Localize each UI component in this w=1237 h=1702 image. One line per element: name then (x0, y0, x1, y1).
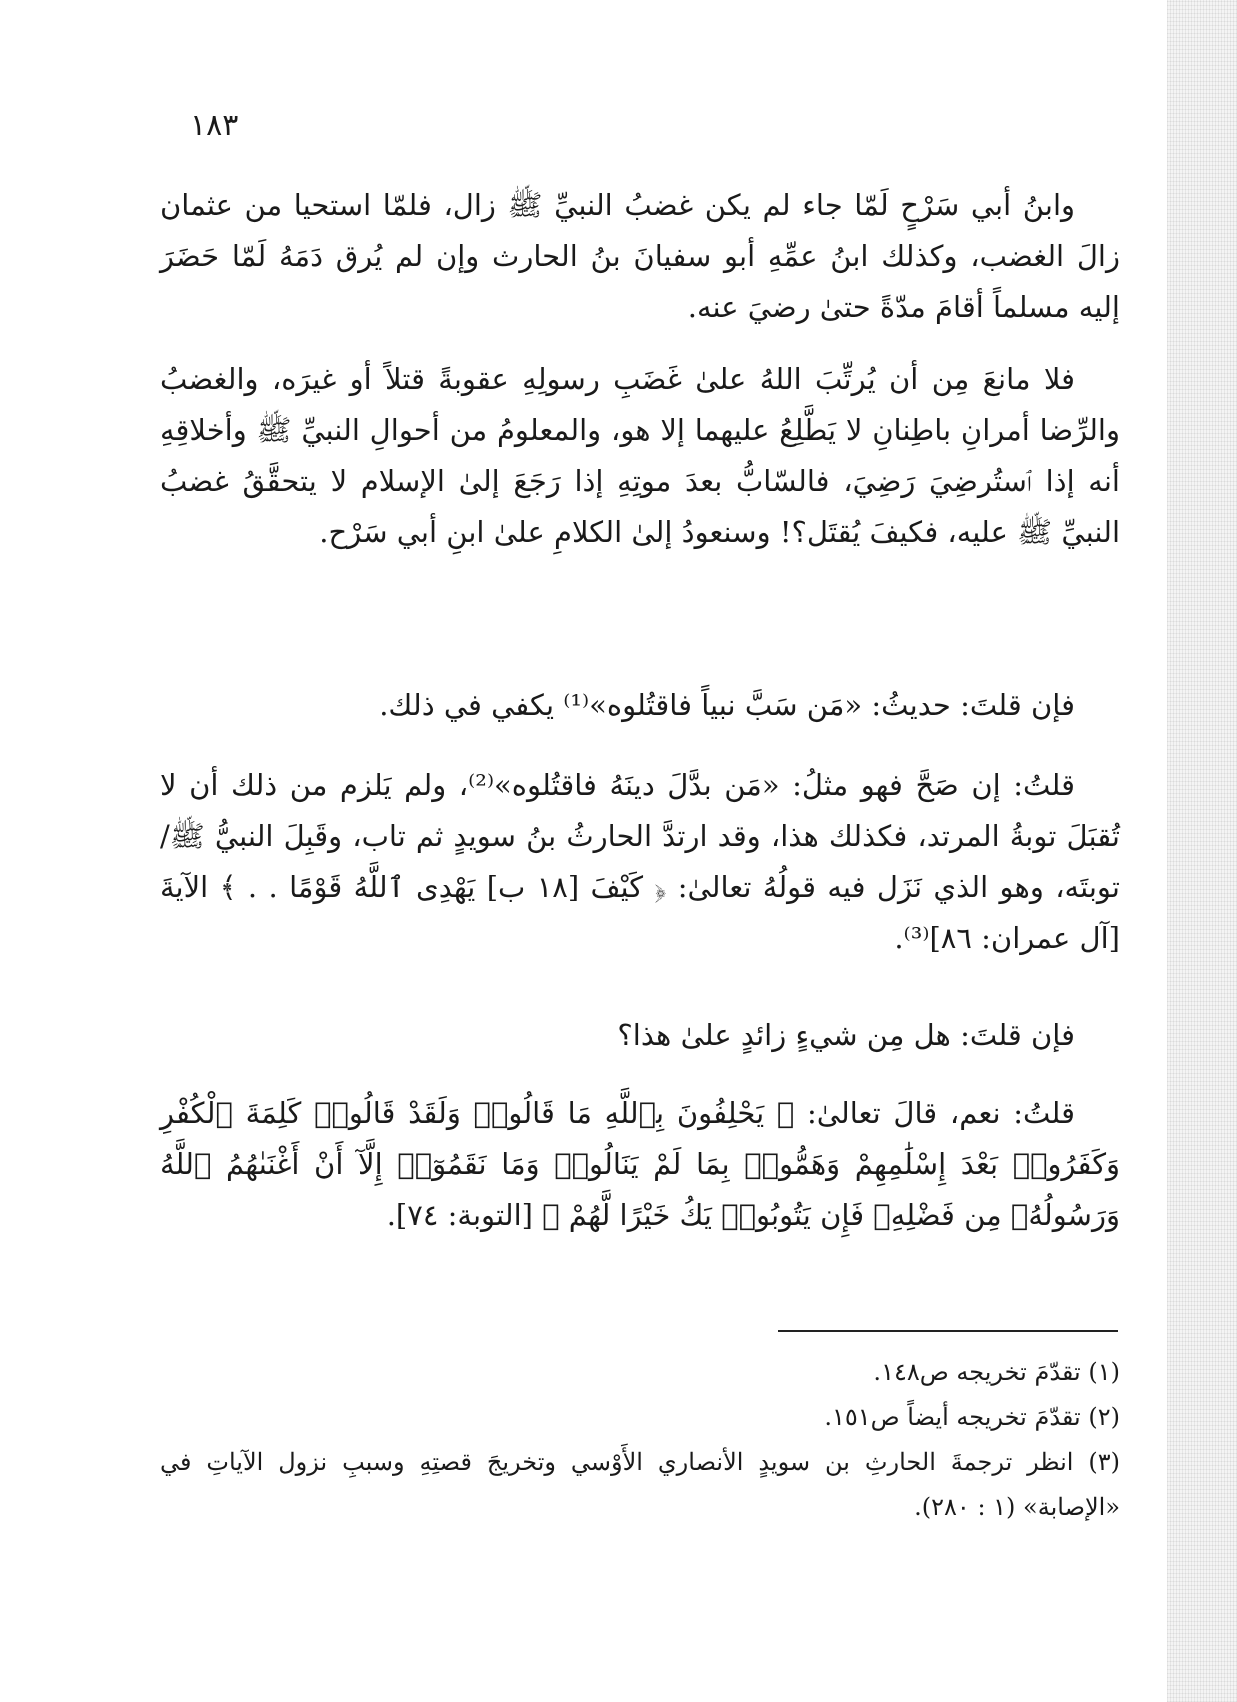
paragraph-1 (160, 180, 1120, 333)
paragraph-text: فإن قلتَ: هل مِن شيءٍ زائدٍ علىٰ هذا؟ (617, 1018, 1075, 1052)
paragraph-text: فلا مانعَ مِن أن يُرتِّبَ اللهُ علىٰ غَضَبِ رسولِهِ عقوبةً قتلاً أو غيرَه، والغضبُ والرِّضا أمرانِ باطِنانِ لا يَطَّلِعُ عليهما إلا هو، والمعلومُ من أحوالِ النبيِّ ﷺ وأخلاقِهِ أنه إذا ٱستُرضِيَ رَضِيَ، فالسّابُّ بعدَ موتِهِ إذا رَجَعَ إلىٰ الإسلام لا يتحقَّقُ غضبُ النبيِّ ﷺ عليه، فكيفَ يُقتَل؟! وسنعودُ إلىٰ الكلامِ علىٰ ابنِ أبي سَرْح. (160, 362, 1120, 549)
paragraph-text: قلتُ: نعم، قالَ تعالىٰ: ﴿ يَحْلِفُونَ بِٱللَّهِ مَا قَالُوا۟ وَلَقَدْ قَالُوا۟ كَلِمَةَ ٱلْكُفْرِ وَكَفَرُوا۟ بَعْدَ إِسْلَٰمِهِمْ وَهَمُّوا۟ بِمَا لَمْ يَنَالُوا۟ وَمَا نَقَمُوٓا۟ إِلَّآ أَنْ أَغْنَىٰهُمُ ٱللَّهُ وَرَسُولُهُۥ مِن فَضْلِهِۦ فَإِن يَتُوبُوا۟ يَكُ خَيْرًا لَّهُمْ ﴾ [التوبة: ٧٤]. (160, 1096, 1120, 1232)
paragraph-3 (160, 680, 1120, 731)
paragraph-text: وابنُ أبي سَرْحٍ لَمّا جاء لم يكن غضبُ النبيِّ ﷺ زال، فلمّا استحيا من عثمان زالَ الغضب، وكذلك ابنُ عمِّهِ أبو سفيانَ بنُ الحارث وإن لم يُرق دَمَهُ لَمّا حَضَرَ إليه مسلماً أقامَ مدّةً حتىٰ رضيَ عنه. (160, 188, 1120, 324)
page-number: ١٨٣ (190, 108, 239, 143)
paragraph-6 (160, 1088, 1120, 1241)
footnote-divider (778, 1330, 1118, 1332)
footnote-2: (٢) تقدّمَ تخريجه أيضاً ص١٥١. (824, 1403, 1120, 1431)
paragraph-2 (160, 354, 1120, 558)
scan-edge (1167, 0, 1237, 1702)
paragraph-4 (160, 760, 1120, 964)
footnote-1: (١) تقدّمَ تخريجه ص١٤٨. (873, 1358, 1120, 1386)
paragraph-5 (160, 1010, 1120, 1061)
paragraph-text: فإن قلتَ: حديثُ: «مَن سَبَّ نبياً فاقتُلوه»⁽¹⁾ يكفي في ذلك. (379, 688, 1075, 722)
footnote-3: (٣) انظر ترجمةَ الحارثِ بن سويدٍ الأنصاري الأَوْسي وتخريجَ قصتِهِ وسببِ نزول الآياتِ في «الإصابة» (١ : ٢٨٠). (160, 1448, 1120, 1521)
paragraph-text: قلتُ: إن صَحَّ فهو مثلُ: «مَن بدَّلَ دينَهُ فاقتُلوه»⁽²⁾، ولم يَلزم من ذلك أن لا تُقبَلَ توبةُ المرتد، فكذلك هذا، وقد ارتدَّ الحارثُ بنُ سويدٍ ثم تاب، وقَبِلَ النبيُّ ﷺ/ توبتَه، وهو الذي نَزَل فيه قولُهُ تعالىٰ: ﴿ كَيْفَ [١٨ ب] يَهْدِى ٱللَّهُ قَوْمًا . . ﴾ الآيةَ [آل عمران: ٨٦]⁽³⁾. (160, 768, 1120, 955)
footnotes (160, 1350, 1120, 1530)
